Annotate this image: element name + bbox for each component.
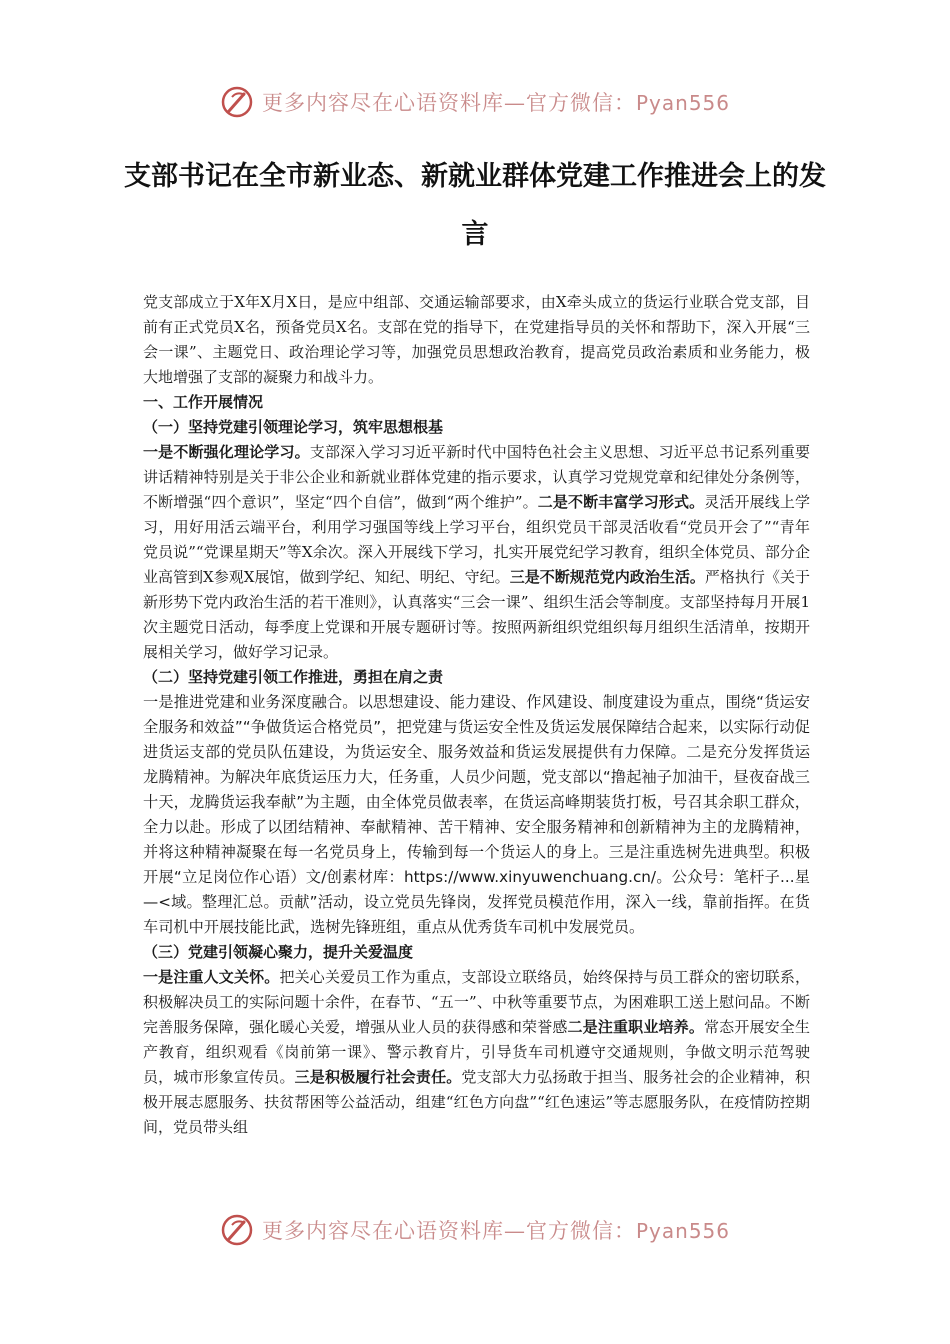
pen-logo-icon [220,1213,254,1247]
point-text: 党支部大力弘扬敢于担当、服务社会的企业精神，积极开展志愿服务、扶贫帮困等公益活动，组建“红色方向盘”“红色速运”等志愿服务队，在疫情防控期间，党员带头组 [143,1068,810,1136]
point-lead: 一是注重人文关怀。 [143,968,280,986]
pen-logo-icon [220,85,254,119]
subsection-2-paragraph: 一是推进党建和业务深度融合。以思想建设、能力建设、作风建设、制度建设为重点，围绕“货运安全服务和效益”“争做货运合格党员”，把党建与货运安全性及货运发展保障结合起来，以实际行动促进货运支部的党员队伍建设，为货运安全、服务效益和货运发展提供有力保障。二是充分发挥货运龙腾精神。为解决年底货运压力大，任务重，人员少问题，党支部以“撸起袖子加油干，昼夜奋战三十天，龙腾货运我奉献”为主题，由全体党员做表率，在货运高峰期装货打板，号召其余职工群众，全力以赴。形成了以团结精神、奉献精神、苦干精神、安全服务精神和创新精神为主的龙腾精神，并将这种精神凝聚在每一名党员身上，传输到每一个货运人的身上。三是注重选树先进典型。积极开展“立足岗位作心语）文/创素材库：https://www.xinyuwenchuang.cn/。公众号：笔杆子...星—<域。整理汇总。贡献”活动，设立党员先锋岗，发挥党员模范作用，深入一线，靠前指挥。在货车司机中开展技能比武，选树先锋班组，重点从优秀货车司机中发展党员。 [143,693,810,936]
intro-paragraph: 党支部成立于X年X月X日，是应中组部、交通运输部要求，由X牵头成立的货运行业联合党支部，目前有正式党员X名，预备党员X名。支部在党的指导下，在党建指导员的关怀和帮助下，深入开展“三会一课”、主题党日、政治理论学习等，加强党员思想政治教育，提高党员政治素质和业务能力，极大地增强了支部的凝聚力和战斗力。 [143,293,810,386]
point-lead: 二是不断丰富学习形式。 [537,493,705,511]
header-banner [0,80,950,124]
footer-banner [0,1208,950,1252]
section-heading: 一、工作开展情况 [143,393,264,411]
point-text: 支部深入学习习近平新时代中国特色社会主义思想、习近平总书记系列重要讲话精神特别是关于非公企业和新就业群体党建的指示要求，认真学习党规党章和纪律处分条例等，不断增强“四个意识”，坚定“四个自信”，做到“两个维护”。 [143,443,810,511]
point-lead: 二是注重职业培养。 [567,1018,704,1036]
document-body [143,290,810,1140]
point-text: 把关心关爱员工作为重点，支部设立联络员，始终保持与员工群众的密切联系，积极解决员工的实际问题十余件，在春节、“五一”、中秋等重要节点，为困难职工送上慰问品。不断完善服务保障，强化暖心关爱，增强从业人员的获得感和荣誉感 [143,968,810,1036]
point-lead: 三是积极履行社会责任。 [294,1068,462,1086]
point-text: 常态开展安全生产教育，组织观看《岗前第一课》、警示教育片，引导货车司机遵守交通规则，争做文明示范驾驶员，城市形象宣传员。 [143,1018,810,1086]
banner-text: 更多内容尽在心语资料库—官方微信：Pyan556 [261,1219,730,1243]
subsection-3-paragraph [143,965,810,1140]
subsection-heading-2: （二）坚持党建引领工作推进，勇担在肩之责 [143,668,444,686]
banner-text: 更多内容尽在心语资料库—官方微信：Pyan556 [261,91,730,115]
point-lead: 三是不断规范党内政治生活。 [509,568,705,586]
point-lead: 一是不断强化理论学习。 [143,443,310,461]
subsection-heading-1: （一）坚持党建引领理论学习，筑牢思想根基 [143,418,444,436]
point-text: 严格执行《关于新形势下党内政治生活的若干准则》，认真落实“三会一课”、组织生活会等制度。支部坚持每月开展1次主题党日活动，每季度上党课和开展专题研讨等。按照两新组织党组织每月组织生活清单，按期开展相关学习，做好学习记录。 [143,568,810,661]
document-title: 支部书记在全市新业态、新就业群体党建工作推进会上的发言 [124,161,826,250]
point-text: 灵活开展线上学习，用好用活云端平台，利用学习强国等线上学习平台，组织党员干部灵活收看“党员开会了”“青年党员说”“党课星期天”等X余次。深入开展线下学习，扎实开展党纪学习教育，组织全体党员、部分企业高管到X参观X展馆，做到学纪、知纪、明纪、守纪。 [143,493,810,586]
subsection-heading-3: （三）党建引领凝心聚力，提升关爱温度 [143,943,414,961]
subsection-1-paragraph [143,440,810,665]
